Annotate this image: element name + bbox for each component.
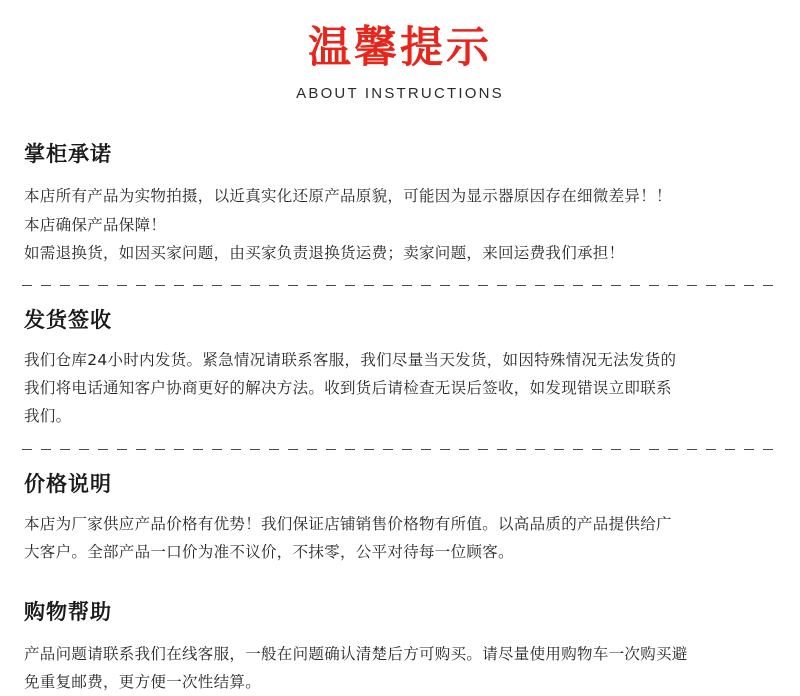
section-title: 购物帮助: [24, 600, 112, 625]
section-promise: [22, 138, 778, 267]
section-title: 发货签收: [24, 308, 112, 333]
section-body: [22, 640, 778, 696]
section-shopping-help: [22, 596, 778, 696]
section-line: 大客户。全部产品一口价为准不议价，不抹零，公平对待每一位顾客。: [24, 542, 514, 561]
section-line: 如需退换货，如因买家问题，由买家负责退换货运费；卖家问题，来回运费我们承担！: [24, 243, 625, 262]
section-line: 我们将电话通知客户协商更好的解决方法。收到货后请检查无误后签收，如发现错误立即联系: [24, 379, 672, 398]
section-line: 本店为厂家供应产品价格有优势！我们保证店铺销售价格物有所值。以高品质的产品提供给广: [24, 514, 672, 533]
page-subtitle: ABOUT INSTRUCTIONS: [296, 85, 504, 103]
section-line: 产品问题请联系我们在线客服，一般在问题确认清楚后方可购买。请尽量使用购物车一次购买避: [24, 645, 688, 664]
section-pricing: [22, 468, 778, 566]
section-shipping: [22, 304, 778, 431]
section-body: [22, 510, 778, 566]
section-title: 掌柜承诺: [24, 142, 112, 167]
section-line: 本店确保产品保障！: [24, 215, 167, 234]
section-line: 免重复邮费，更方便一次性结算。: [24, 673, 262, 692]
section-line: 我们。: [24, 407, 72, 426]
section-line: 我们仓库24小时内发货。紧急情况请联系客服，我们尽量当天发货，如因特殊情况无法发货的: [24, 351, 677, 370]
sections-container: [22, 138, 778, 696]
page-title: 温馨提示: [308, 23, 492, 73]
section-line: 本店所有产品为实物拍摄，以近真实化还原产品原貌，可能因为显示器原因存在细微差异！！: [24, 187, 672, 206]
section-divider: [22, 449, 778, 450]
section-title: 价格说明: [24, 471, 112, 496]
page-header: [22, 0, 778, 102]
section-body: [22, 182, 778, 267]
section-divider: [22, 285, 778, 286]
section-body: [22, 346, 778, 431]
